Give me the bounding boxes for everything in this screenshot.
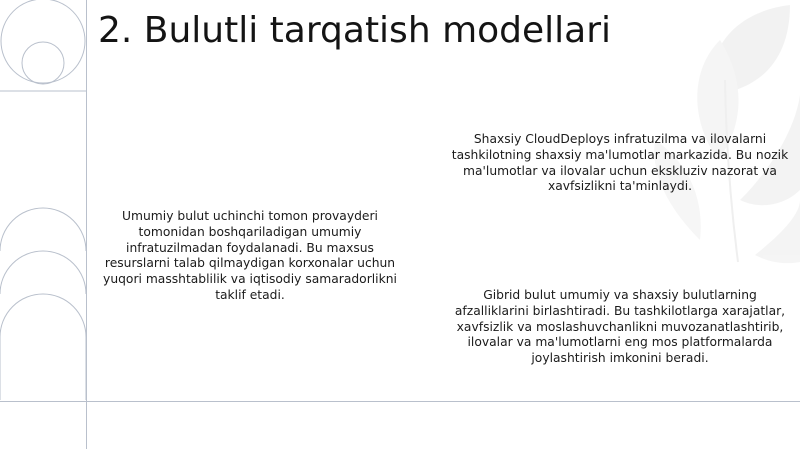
hybrid-cloud-text: Gibrid bulut umumiy va shaxsiy bulutlarning afzalliklarini birlashtiradi. Bu tashkilotlarga xarajatlar, xavfsizlik va moslashuvchanlikni muvozanatlashtirib, ilovalar va ma'lumotlarni eng mos platformalarda joylashtirish imkonini beradi. [454, 288, 786, 366]
private-cloud-text: Shaxsiy CloudDeploys infratuzilma va ilovalarni tashkilotning shaxsiy ma'lumotlar markazida. Bu nozik ma'lumotlar va ilovalar uchun ekskluziv nazorat va xavfsizlikni ta'minlaydi. [451, 132, 789, 194]
public-cloud-text: Umumiy bulut uchinchi tomon provayderi tomonidan boshqariladigan umumiy infratuzilmadan foydalanadi. Bu maxsus resurslarni talab qilmaydigan korxonalar uchun yuqori masshtablilik va iqtisodiy samaradorlikni taklif etadi. [103, 209, 397, 302]
slide-title: 2. Bulutli tarqatish modellari [98, 10, 612, 51]
